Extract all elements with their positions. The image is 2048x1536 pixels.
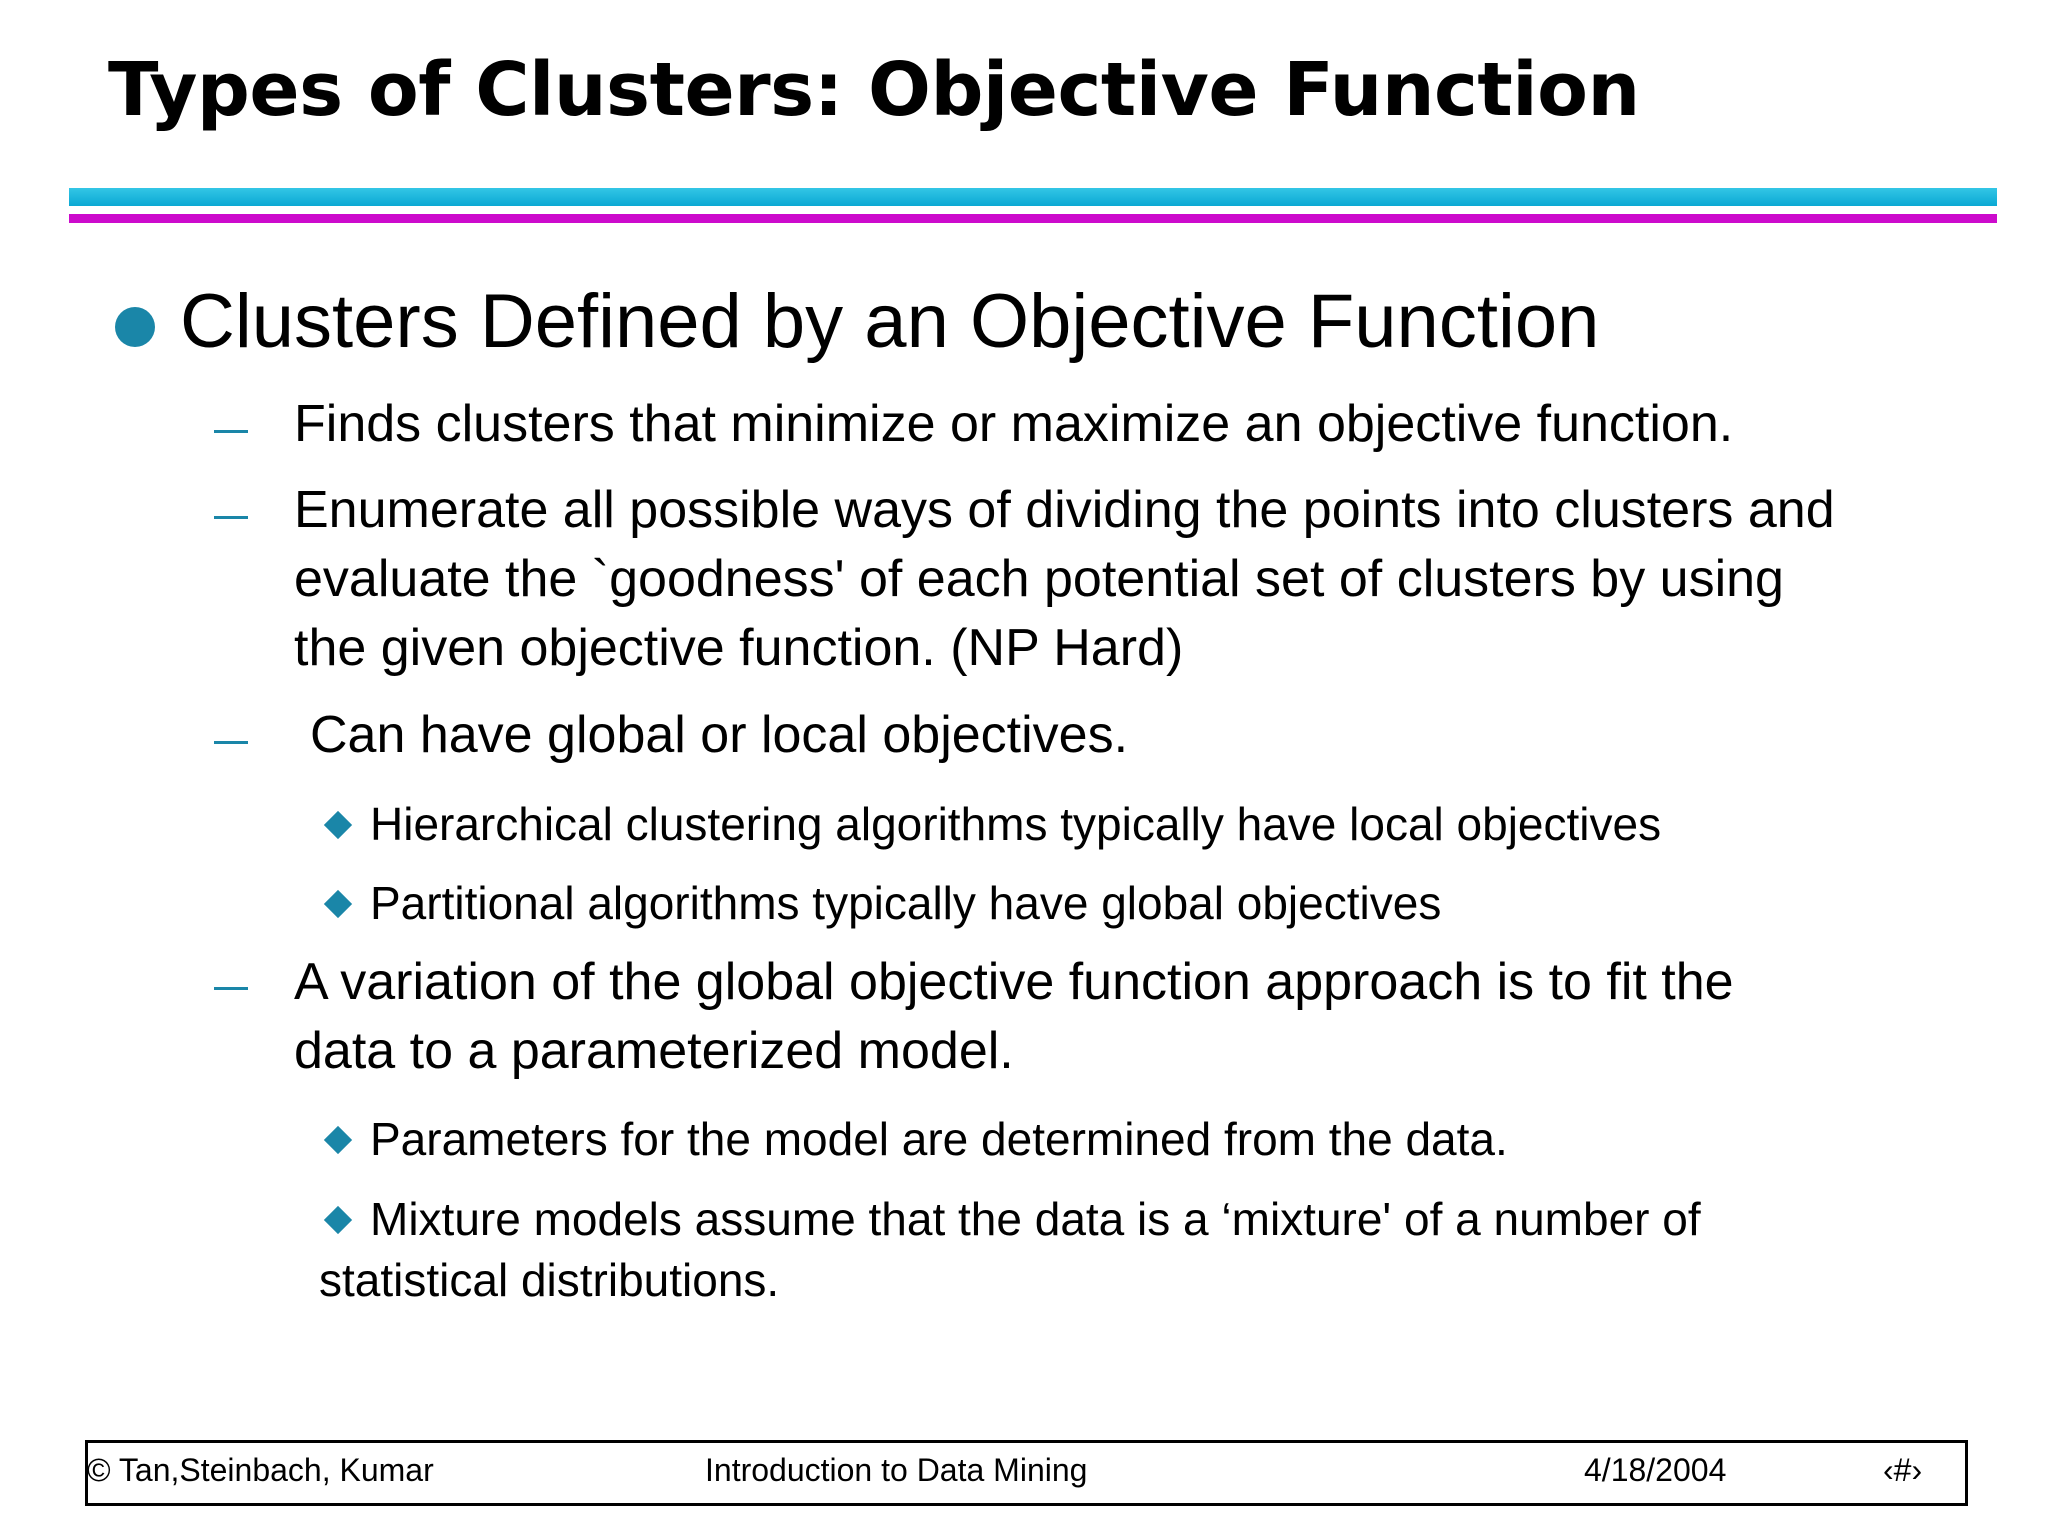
footer-copyright: © Tan,Steinbach, Kumar	[87, 1452, 434, 1488]
point-1-text: Finds clusters that minimize or maximize an objective function.	[294, 395, 1734, 453]
dash-bullet-icon	[214, 516, 248, 519]
dash-bullet-icon	[214, 741, 248, 744]
point-2-line-2: evaluate the `goodness' of each potential set of clusters by using	[294, 550, 1784, 608]
dash-bullet-icon	[214, 430, 248, 433]
title-rule-cyan	[69, 188, 1997, 206]
main-bullet-text: Clusters Defined by an Objective Function	[180, 279, 1600, 364]
diamond-bullet-icon	[324, 890, 352, 918]
dash-bullet-icon	[214, 987, 248, 990]
footer-page-number: ‹#›	[1883, 1452, 1923, 1488]
diamond-bullet-icon	[324, 1206, 352, 1234]
footer-date: 4/18/2004	[1584, 1452, 1727, 1488]
diamond-bullet-icon	[324, 811, 352, 839]
slide-title: Types of Clusters: Objective Function	[108, 47, 1640, 133]
point-2-line-1: Enumerate all possible ways of dividing the points into clusters and	[294, 481, 1835, 539]
footer-course: Introduction to Data Mining	[705, 1452, 1088, 1488]
point-3-text: Can have global or local objectives.	[310, 706, 1129, 764]
point-4-sub-2-line-2: statistical distributions.	[319, 1254, 780, 1306]
title-rule-magenta	[69, 214, 1997, 223]
point-4-line-2: data to a parameterized model.	[294, 1022, 1014, 1080]
circle-bullet-icon	[115, 307, 155, 347]
point-4-sub-1: Parameters for the model are determined from the data.	[370, 1113, 1508, 1165]
point-4-line-1: A variation of the global objective function approach is to fit the	[294, 953, 1734, 1011]
point-2-line-3: the given objective function. (NP Hard)	[294, 619, 1184, 677]
point-4-sub-2-line-1: Mixture models assume that the data is a ‘mixture' of a number of	[370, 1193, 1701, 1245]
diamond-bullet-icon	[324, 1126, 352, 1154]
point-3-sub-2: Partitional algorithms typically have global objectives	[370, 877, 1442, 929]
point-3-sub-1: Hierarchical clustering algorithms typically have local objectives	[370, 798, 1662, 850]
